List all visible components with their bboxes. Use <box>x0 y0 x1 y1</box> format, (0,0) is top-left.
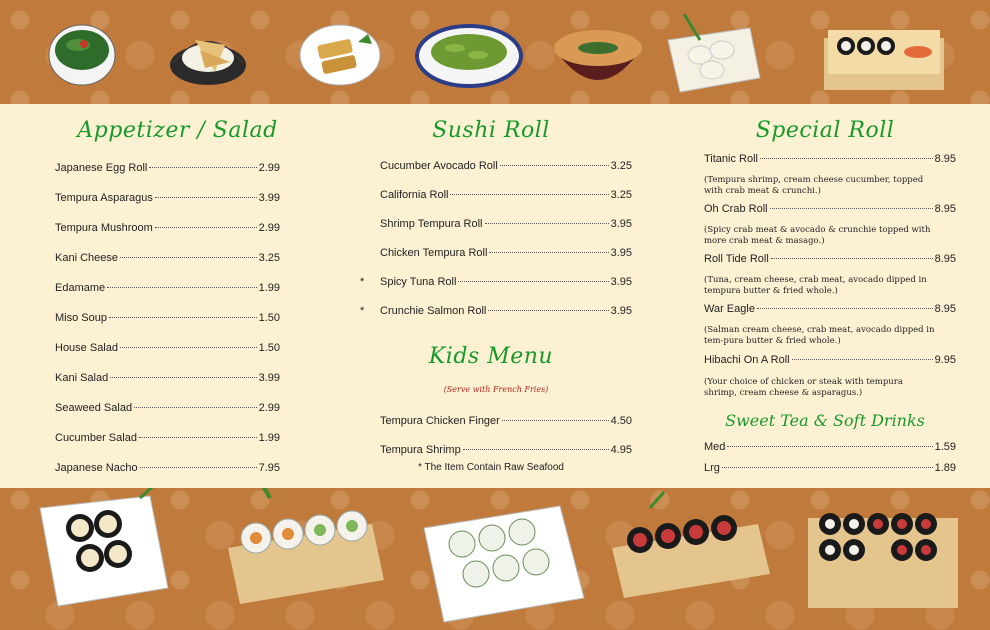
menu-item: * Crunchie Salmon Roll 3.95 <box>360 305 632 317</box>
bottom-food-illustrations <box>0 488 990 630</box>
menu-item: Hibachi On A Roll 9.95 <box>704 354 956 366</box>
sushi-board-icon <box>824 30 944 90</box>
tuna-roll-board-icon <box>612 492 770 598</box>
menu-item: California Roll 3.25 <box>380 189 632 201</box>
menu-item: Shrimp Tempura Roll 3.95 <box>380 218 632 230</box>
menu-item: House Salad 1.50 <box>55 342 280 354</box>
menu-item: Chicken Tempura Roll 3.95 <box>380 247 632 259</box>
menu-item: Tempura Shrimp 4.95 <box>380 444 632 456</box>
egg-roll-plate-icon <box>300 25 380 85</box>
menu-item: Kani Cheese 3.25 <box>55 252 280 264</box>
menu-item: Titanic Roll 8.95 <box>704 153 956 165</box>
menu-item: Cucumber Avocado Roll 3.25 <box>380 160 632 172</box>
special-title: Special Roll <box>755 118 895 143</box>
tempura-basket-icon <box>170 40 246 85</box>
miso-soup-bowl-icon <box>554 30 642 80</box>
menu-item: Tempura Mushroom 2.99 <box>55 222 280 234</box>
menu-item: Tempura Chicken Finger 4.50 <box>380 415 632 427</box>
top-food-illustrations <box>0 0 990 104</box>
raw-seafood-footnote: * The Item Contain Raw Seafood <box>417 462 564 473</box>
menu-item: Lrg 1.89 <box>704 462 956 474</box>
edamame-bowl-icon <box>417 26 521 86</box>
top-food-band <box>0 0 990 104</box>
maki-platter-icon <box>40 488 168 606</box>
cucumber-roll-platter-icon <box>424 506 584 622</box>
bottom-food-band <box>0 488 990 630</box>
menu-item: Tempura Asparagus 3.99 <box>55 192 280 204</box>
menu-item: Edamame 1.99 <box>55 282 280 294</box>
kids-note: (Serve with French Fries) <box>443 385 549 394</box>
item-description: (Tuna, cream cheese, crab meat, avocado dipped in tempura butter & fried whole.) <box>704 275 927 296</box>
seaweed-salad-bowl-icon <box>49 25 115 85</box>
menu-item: Roll Tide Roll 8.95 <box>704 253 956 265</box>
menu-item: War Eagle 8.95 <box>704 303 956 315</box>
gyoza-plate-icon <box>668 14 760 92</box>
drinks-title: Sweet Tea & Soft Drinks <box>725 411 925 430</box>
item-description: (Your choice of chicken or steak with tempura shrimp, cream cheese & asparagus.) <box>704 377 903 398</box>
item-description: (Tempura shrimp, cream cheese cucumber, topped with crab meat & crunchi.) <box>704 175 924 196</box>
menu-item: Japanese Egg Roll 2.99 <box>55 162 280 174</box>
appetizer-title: Appetizer / Salad <box>77 118 278 143</box>
sushi-title: Sushi Roll <box>432 118 550 143</box>
menu-item: Seaweed Salad 2.99 <box>55 402 280 414</box>
california-roll-board-icon <box>228 488 384 604</box>
menu-item: Kani Salad 3.99 <box>55 372 280 384</box>
menu-item: * Spicy Tuna Roll 3.95 <box>360 276 632 288</box>
menu-item: Oh Crab Roll 8.95 <box>704 203 956 215</box>
menu-item: Japanese Nacho 7.95 <box>55 462 280 474</box>
menu-item: Med 1.59 <box>704 441 956 453</box>
menu-item: Miso Soup 1.50 <box>55 312 280 324</box>
item-description: (Salman cream cheese, crab meat, avocado dipped in tem-pura butter & fried whole.) <box>704 325 935 346</box>
menu-item: Cucumber Salad 1.99 <box>55 432 280 444</box>
kids-title: Kids Menu <box>428 344 554 369</box>
mixed-maki-board-icon <box>808 513 958 608</box>
item-description: (Spicy crab meat & avocado & crunchie topped with more crab meat & masago.) <box>704 225 931 246</box>
